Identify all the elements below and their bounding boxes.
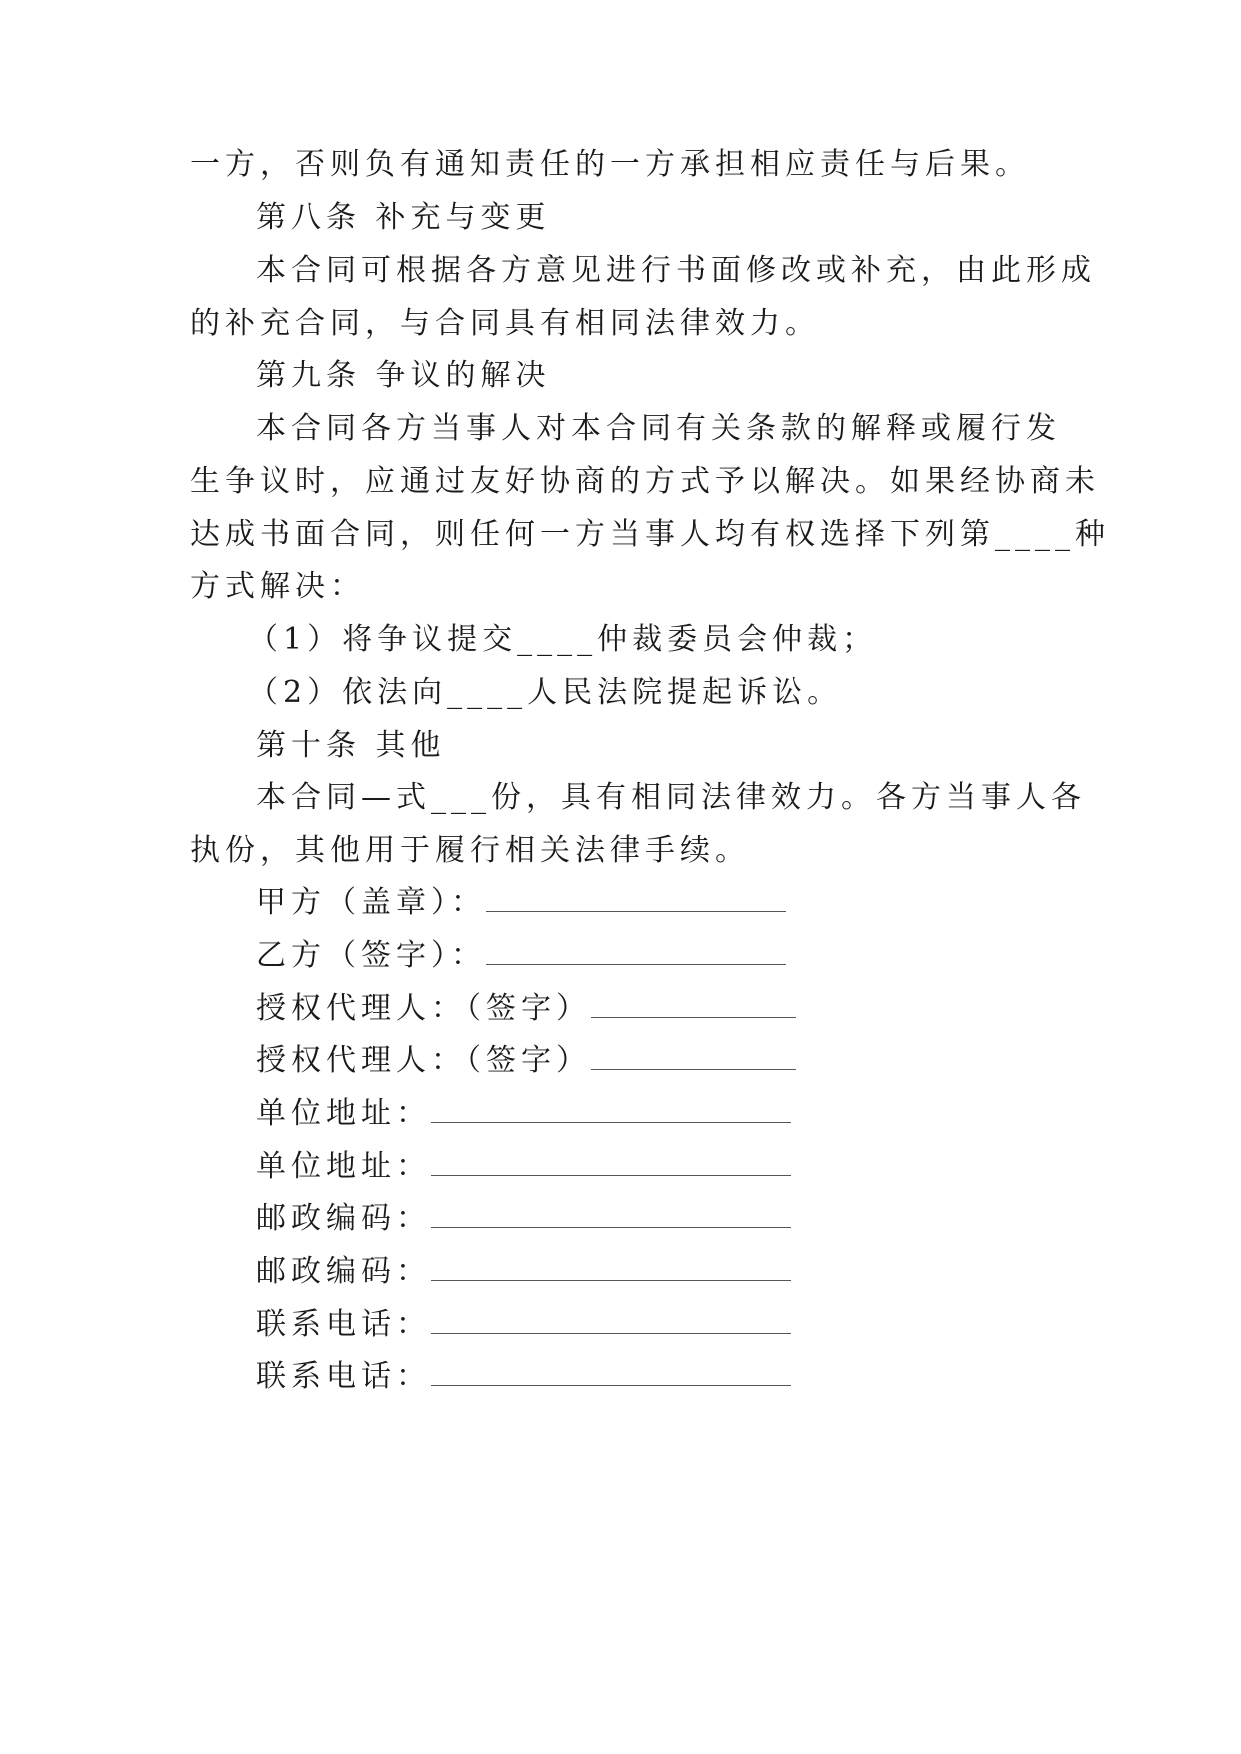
dispute-option-2 [248, 664, 842, 722]
postcode-field-2 [256, 1243, 791, 1301]
article-10-heading: 第十条 其他 [256, 728, 446, 763]
field-label: 联系电话： [256, 1359, 431, 1394]
field-line[interactable] [431, 1361, 791, 1386]
signature-line[interactable] [486, 940, 786, 965]
paragraph-text: 份，具有相同法律效力。各方当事人各 [491, 780, 1086, 815]
paragraph-line: 一方，否则负有通知责任的一方承担相应责任与后果。 [190, 147, 1030, 182]
signature-agent-1 [256, 980, 796, 1038]
paragraph-text: 本合同—式 [256, 780, 431, 815]
paragraph-line: 执份，其他用于履行相关法律手续。 [190, 833, 750, 868]
paragraph-line [256, 769, 1086, 827]
phone-field-1 [256, 1296, 791, 1354]
field-line[interactable] [431, 1151, 791, 1176]
fill-blank[interactable]: ____ [995, 517, 1075, 552]
fill-blank[interactable]: ____ [447, 675, 528, 710]
option-text: （2）依法向 [248, 675, 448, 710]
address-field-2 [256, 1138, 791, 1196]
signature-label: 授权代理人：（签字） [256, 1043, 591, 1078]
signature-party-a [256, 874, 786, 932]
postcode-field-1 [256, 1190, 791, 1248]
option-text: 仲裁委员会仲裁； [597, 622, 878, 657]
paragraph-line: 本合同各方当事人对本合同有关条款的解释或履行发 [256, 411, 1061, 446]
field-line[interactable] [431, 1256, 791, 1281]
field-line[interactable] [431, 1098, 791, 1123]
signature-party-b [256, 927, 786, 985]
paragraph-line: 的补充合同，与合同具有相同法律效力。 [190, 306, 820, 341]
dispute-option-1 [248, 611, 877, 669]
paragraph-text: 种 [1075, 517, 1110, 552]
field-label: 单位地址： [256, 1149, 431, 1184]
signature-line[interactable] [486, 887, 786, 912]
signature-label: 授权代理人：（签字） [256, 991, 591, 1026]
phone-field-2 [256, 1348, 791, 1406]
article-9-heading: 第九条 争议的解决 [256, 358, 551, 393]
field-line[interactable] [431, 1203, 791, 1228]
signature-line[interactable] [591, 1045, 796, 1070]
field-line[interactable] [431, 1309, 791, 1334]
paragraph-line: 方式解决： [190, 569, 365, 604]
signature-line[interactable] [591, 993, 796, 1018]
fill-blank[interactable]: ___ [431, 780, 491, 815]
paragraph-text: 达成书面合同，则任何一方当事人均有权选择下列第 [190, 517, 995, 552]
option-text: （1）将争议提交 [248, 622, 518, 657]
field-label: 邮政编码： [256, 1201, 431, 1236]
signature-label: 甲方（盖章）： [256, 885, 486, 920]
field-label: 单位地址： [256, 1096, 431, 1131]
address-field-1 [256, 1085, 791, 1143]
field-label: 联系电话： [256, 1307, 431, 1342]
signature-label: 乙方（签字）： [256, 938, 486, 973]
fill-blank[interactable]: ____ [517, 622, 598, 657]
paragraph-line: 生争议时，应通过友好协商的方式予以解决。如果经协商未 [190, 464, 1100, 499]
option-text: 人民法院提起诉讼。 [527, 675, 843, 710]
field-label: 邮政编码： [256, 1254, 431, 1289]
signature-agent-2 [256, 1032, 796, 1090]
paragraph-line [190, 506, 1110, 564]
article-8-heading: 第八条 补充与变更 [256, 200, 551, 235]
paragraph-line: 本合同可根据各方意见进行书面修改或补充，由此形成 [256, 253, 1096, 288]
